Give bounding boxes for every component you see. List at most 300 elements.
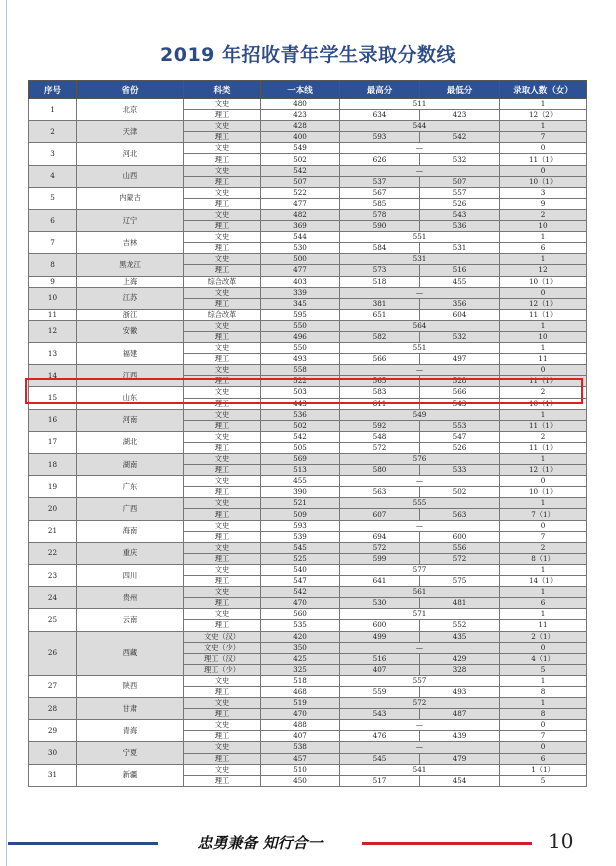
page-number: 10: [548, 829, 574, 853]
cell-max-score: 600: [340, 620, 420, 631]
cell-admitted: 6: [500, 243, 587, 254]
cell-first-tier-line: 522: [261, 187, 340, 198]
cell-min-score: 423: [420, 110, 500, 121]
cell-category: 文史: [184, 564, 261, 575]
cell-category: 文史: [184, 187, 261, 198]
cell-admitted: 6: [500, 598, 587, 609]
cell-category: 文史: [184, 698, 261, 709]
cell-category: 文史: [184, 742, 261, 753]
cell-admitted: 0: [500, 476, 587, 487]
cell-category: 文史: [184, 143, 261, 154]
cell-first-tier-line: 345: [261, 298, 340, 309]
cell-province: 天津: [77, 121, 184, 143]
cell-category: 文史: [184, 121, 261, 132]
cell-min-score: 547: [420, 431, 500, 442]
table-row: [29, 454, 587, 465]
cell-admitted: 10: [500, 221, 587, 232]
cell-min-score: 356: [420, 298, 500, 309]
cell-score-merged: —: [340, 742, 500, 753]
cell-admitted: 1: [500, 698, 587, 709]
cell-admitted: 12: [500, 265, 587, 276]
cell-first-tier-line: 502: [261, 154, 340, 165]
cell-category: 理工: [184, 442, 261, 453]
cell-min-score: 328: [420, 664, 500, 675]
cell-max-score: 565: [340, 376, 420, 387]
cell-first-tier-line: 509: [261, 509, 340, 520]
cell-min-score: 455: [420, 276, 500, 287]
table-row: [29, 698, 587, 709]
cell-province: 安徽: [77, 320, 184, 342]
cell-no: 6: [29, 209, 77, 231]
cell-first-tier-line: 540: [261, 564, 340, 575]
cell-first-tier-line: 542: [261, 165, 340, 176]
cell-score-merged: —: [340, 365, 500, 376]
cell-admitted: 0: [500, 287, 587, 298]
cell-first-tier-line: 560: [261, 609, 340, 620]
cell-no: 28: [29, 698, 77, 720]
cell-category: 理工: [184, 420, 261, 431]
cell-province: 广西: [77, 498, 184, 520]
cell-max-score: 381: [340, 298, 420, 309]
cell-category: 文史: [184, 454, 261, 465]
cell-first-tier-line: 455: [261, 476, 340, 487]
cell-first-tier-line: 325: [261, 664, 340, 675]
table-row: [29, 587, 587, 598]
cell-min-score: 532: [420, 331, 500, 342]
cell-max-score: 651: [340, 309, 420, 320]
cell-first-tier-line: 428: [261, 121, 340, 132]
cell-category: 文史: [184, 320, 261, 331]
cell-category: 文史: [184, 343, 261, 354]
cell-no: 26: [29, 631, 77, 675]
cell-admitted: 12（1）: [500, 465, 587, 476]
cell-score-merged: 551: [340, 232, 500, 243]
cell-category: 文史: [184, 409, 261, 420]
cell-first-tier-line: 502: [261, 420, 340, 431]
cell-category: 文史: [184, 254, 261, 265]
cell-category: 文史（汉）: [184, 631, 261, 642]
cell-first-tier-line: 496: [261, 331, 340, 342]
cell-admitted: 11（1）: [500, 309, 587, 320]
cell-first-tier-line: 539: [261, 531, 340, 542]
cell-max-score: 476: [340, 731, 420, 742]
col-header-first-tier-line: 一本线: [261, 81, 340, 99]
cell-province: 河北: [77, 143, 184, 165]
cell-no: 18: [29, 454, 77, 476]
cell-admitted: 0: [500, 642, 587, 653]
cell-no: 22: [29, 542, 77, 564]
col-header-min-score: 最低分: [420, 81, 500, 99]
table-row: [29, 409, 587, 420]
cell-admitted: 7: [500, 132, 587, 143]
cell-first-tier-line: 423: [261, 110, 340, 121]
cell-max-score: 585: [340, 198, 420, 209]
cell-min-score: 600: [420, 531, 500, 542]
table-row: [29, 365, 587, 376]
cell-province: 陕西: [77, 675, 184, 697]
cell-admitted: 1: [500, 609, 587, 620]
cell-first-tier-line: 470: [261, 598, 340, 609]
cell-no: 24: [29, 587, 77, 609]
cell-province: 山东: [77, 387, 184, 409]
cell-admitted: 1: [500, 587, 587, 598]
cell-score-merged: 564: [340, 320, 500, 331]
cell-min-score: 532: [420, 154, 500, 165]
cell-first-tier-line: 477: [261, 265, 340, 276]
page-left-rule: [6, 0, 7, 866]
cell-first-tier-line: 470: [261, 709, 340, 720]
cell-max-score: 599: [340, 553, 420, 564]
col-header-admitted: 录取人数（女）: [500, 81, 587, 99]
cell-first-tier-line: 545: [261, 542, 340, 553]
cell-first-tier-line: 595: [261, 309, 340, 320]
cell-admitted: 10（1）: [500, 176, 587, 187]
cell-max-score: 559: [340, 686, 420, 697]
cell-no: 14: [29, 365, 77, 387]
cell-category: 文史: [184, 165, 261, 176]
cell-no: 3: [29, 143, 77, 165]
cell-admitted: 1（1）: [500, 764, 587, 775]
cell-category: 理工: [184, 487, 261, 498]
cell-max-score: 634: [340, 110, 420, 121]
cell-category: 理工: [184, 553, 261, 564]
cell-admitted: 1: [500, 121, 587, 132]
cell-admitted: 11（1）: [500, 442, 587, 453]
table-row: [29, 232, 587, 243]
cell-min-score: 435: [420, 631, 500, 642]
table-row: [29, 675, 587, 686]
cell-category: 理工: [184, 243, 261, 254]
cell-no: 5: [29, 187, 77, 209]
cell-score-merged: 511: [340, 99, 500, 110]
cell-first-tier-line: 593: [261, 520, 340, 531]
cell-min-score: 553: [420, 420, 500, 431]
cell-category: 综合改革: [184, 309, 261, 320]
cell-max-score: 548: [340, 431, 420, 442]
cell-max-score: 537: [340, 176, 420, 187]
cell-max-score: 583: [340, 387, 420, 398]
cell-category: 理工: [184, 198, 261, 209]
cell-admitted: 1: [500, 232, 587, 243]
cell-first-tier-line: 507: [261, 176, 340, 187]
cell-admitted: 11（1）: [500, 420, 587, 431]
cell-max-score: 584: [340, 243, 420, 254]
cell-score-merged: —: [340, 642, 500, 653]
cell-admitted: 1: [500, 99, 587, 110]
cell-first-tier-line: 468: [261, 686, 340, 697]
cell-province: 西藏: [77, 631, 184, 675]
cell-min-score: 526: [420, 442, 500, 453]
cell-max-score: 530: [340, 598, 420, 609]
cell-admitted: 14（1）: [500, 576, 587, 587]
table-row: [29, 742, 587, 753]
cell-score-merged: 571: [340, 609, 500, 620]
cell-admitted: 2（1）: [500, 631, 587, 642]
cell-province: 辽宁: [77, 209, 184, 231]
table-row: [29, 498, 587, 509]
cell-no: 19: [29, 476, 77, 498]
cell-first-tier-line: 550: [261, 343, 340, 354]
cell-province: 青海: [77, 720, 184, 742]
cell-first-tier-line: 350: [261, 642, 340, 653]
cell-min-score: 487: [420, 709, 500, 720]
cell-no: 29: [29, 720, 77, 742]
cell-admitted: 10（1）: [500, 487, 587, 498]
cell-admitted: 7: [500, 531, 587, 542]
cell-category: 理工: [184, 176, 261, 187]
cell-first-tier-line: 420: [261, 631, 340, 642]
cell-category: 文史: [184, 498, 261, 509]
cell-province: 云南: [77, 609, 184, 631]
cell-max-score: 694: [340, 531, 420, 542]
cell-min-score: 493: [420, 686, 500, 697]
cell-category: 理工: [184, 331, 261, 342]
cell-first-tier-line: 457: [261, 753, 340, 764]
cell-admitted: 10（1）: [500, 398, 587, 409]
cell-min-score: 542: [420, 132, 500, 143]
cell-no: 1: [29, 99, 77, 121]
cell-min-score: 439: [420, 731, 500, 742]
cell-category: 文史: [184, 520, 261, 531]
cell-admitted: 1: [500, 454, 587, 465]
cell-category: 文史: [184, 287, 261, 298]
cell-first-tier-line: 518: [261, 675, 340, 686]
cell-score-merged: 577: [340, 564, 500, 575]
cell-first-tier-line: 525: [261, 553, 340, 564]
cell-admitted: 12（2）: [500, 110, 587, 121]
cell-first-tier-line: 482: [261, 209, 340, 220]
cell-category: 理工: [184, 465, 261, 476]
cell-max-score: 572: [340, 442, 420, 453]
cell-category: 文史: [184, 387, 261, 398]
cell-admitted: 2: [500, 387, 587, 398]
cell-admitted: 3: [500, 187, 587, 198]
cell-category: 文史: [184, 209, 261, 220]
cell-score-merged: —: [340, 720, 500, 731]
cell-max-score: 407: [340, 664, 420, 675]
cell-category: 理工: [184, 265, 261, 276]
cell-score-merged: 531: [340, 254, 500, 265]
cell-first-tier-line: 513: [261, 465, 340, 476]
cell-category: 文史（少）: [184, 642, 261, 653]
cell-score-merged: 557: [340, 675, 500, 686]
cell-first-tier-line: 339: [261, 287, 340, 298]
cell-admitted: 1: [500, 675, 587, 686]
cell-min-score: 556: [420, 542, 500, 553]
cell-no: 11: [29, 309, 77, 320]
cell-no: 8: [29, 254, 77, 276]
cell-category: 文史: [184, 587, 261, 598]
cell-no: 2: [29, 121, 77, 143]
cell-province: 四川: [77, 564, 184, 586]
table-row: [29, 343, 587, 354]
cell-max-score: 592: [340, 420, 420, 431]
cell-admitted: 8: [500, 709, 587, 720]
cell-min-score: 543: [420, 398, 500, 409]
cell-admitted: 5: [500, 775, 587, 786]
cell-province: 甘肃: [77, 698, 184, 720]
table-row: [29, 609, 587, 620]
cell-category: 文史: [184, 764, 261, 775]
cell-score-merged: 551: [340, 343, 500, 354]
cell-province: 浙江: [77, 309, 184, 320]
score-table: [28, 80, 587, 787]
cell-no: 30: [29, 742, 77, 764]
cell-score-merged: 549: [340, 409, 500, 420]
cell-province: 海南: [77, 520, 184, 542]
cell-min-score: 566: [420, 387, 500, 398]
cell-province: 福建: [77, 343, 184, 365]
cell-admitted: 2: [500, 209, 587, 220]
cell-score-merged: —: [340, 143, 500, 154]
cell-no: 27: [29, 675, 77, 697]
cell-category: 文史: [184, 431, 261, 442]
cell-first-tier-line: 425: [261, 653, 340, 664]
cell-category: 理工（少）: [184, 664, 261, 675]
cell-max-score: 499: [340, 631, 420, 642]
cell-min-score: 502: [420, 487, 500, 498]
cell-category: 文史: [184, 542, 261, 553]
table-row: [29, 520, 587, 531]
cell-category: 文史: [184, 99, 261, 110]
cell-no: 20: [29, 498, 77, 520]
cell-min-score: 479: [420, 753, 500, 764]
cell-admitted: 11: [500, 620, 587, 631]
cell-no: 12: [29, 320, 77, 342]
cell-first-tier-line: 500: [261, 254, 340, 265]
cell-admitted: 0: [500, 365, 587, 376]
cell-no: 4: [29, 165, 77, 187]
cell-max-score: 593: [340, 132, 420, 143]
cell-category: 文史: [184, 365, 261, 376]
table-row: [29, 320, 587, 331]
cell-no: 7: [29, 232, 77, 254]
cell-min-score: 528: [420, 376, 500, 387]
table-row: [29, 564, 587, 575]
cell-province: 宁夏: [77, 742, 184, 764]
cell-min-score: 481: [420, 598, 500, 609]
cell-first-tier-line: 505: [261, 442, 340, 453]
cell-admitted: 10: [500, 331, 587, 342]
cell-first-tier-line: 400: [261, 132, 340, 143]
cell-category: 理工: [184, 731, 261, 742]
cell-no: 25: [29, 609, 77, 631]
cell-admitted: 7: [500, 731, 587, 742]
cell-category: 理工: [184, 686, 261, 697]
table-row: [29, 209, 587, 220]
cell-province: 江苏: [77, 287, 184, 309]
cell-admitted: 0: [500, 143, 587, 154]
cell-category: 文史: [184, 720, 261, 731]
cell-category: 理工: [184, 598, 261, 609]
cell-category: 理工: [184, 376, 261, 387]
cell-first-tier-line: 530: [261, 243, 340, 254]
cell-admitted: 0: [500, 742, 587, 753]
cell-min-score: 543: [420, 209, 500, 220]
cell-first-tier-line: 550: [261, 320, 340, 331]
cell-first-tier-line: 477: [261, 198, 340, 209]
cell-admitted: 8: [500, 686, 587, 697]
cell-min-score: 604: [420, 309, 500, 320]
cell-min-score: 575: [420, 576, 500, 587]
table-row: [29, 165, 587, 176]
cell-first-tier-line: 536: [261, 409, 340, 420]
cell-first-tier-line: 544: [261, 232, 340, 243]
cell-max-score: 518: [340, 276, 420, 287]
cell-min-score: 454: [420, 775, 500, 786]
cell-first-tier-line: 538: [261, 742, 340, 753]
cell-min-score: 507: [420, 176, 500, 187]
cell-score-merged: 576: [340, 454, 500, 465]
cell-admitted: 11: [500, 354, 587, 365]
cell-province: 贵州: [77, 587, 184, 609]
cell-first-tier-line: 480: [261, 99, 340, 110]
table-header-row: [29, 81, 587, 99]
cell-min-score: 516: [420, 265, 500, 276]
cell-first-tier-line: 450: [261, 775, 340, 786]
cell-admitted: 2: [500, 431, 587, 442]
cell-category: 理工: [184, 398, 261, 409]
table-row: [29, 631, 587, 642]
col-header-province: 省份: [77, 81, 184, 99]
cell-province: 黑龙江: [77, 254, 184, 276]
col-header-no: 序号: [29, 81, 77, 99]
cell-admitted: 1: [500, 254, 587, 265]
cell-score-merged: 561: [340, 587, 500, 598]
cell-province: 上海: [77, 276, 184, 287]
table-row: [29, 387, 587, 398]
cell-province: 重庆: [77, 542, 184, 564]
cell-no: 21: [29, 520, 77, 542]
page-title: 2019 年招收青年学生录取分数线: [160, 44, 456, 66]
cell-province: 山西: [77, 165, 184, 187]
cell-category: 文史: [184, 476, 261, 487]
cell-first-tier-line: 493: [261, 354, 340, 365]
cell-first-tier-line: 522: [261, 376, 340, 387]
cell-first-tier-line: 535: [261, 620, 340, 631]
cell-first-tier-line: 403: [261, 276, 340, 287]
cell-first-tier-line: 569: [261, 454, 340, 465]
cell-province: 新疆: [77, 764, 184, 786]
cell-no: 10: [29, 287, 77, 309]
cell-province: 北京: [77, 99, 184, 121]
cell-score-merged: 541: [340, 764, 500, 775]
cell-admitted: 1: [500, 498, 587, 509]
table-row: [29, 143, 587, 154]
table-row: [29, 287, 587, 298]
cell-admitted: 9: [500, 198, 587, 209]
cell-province: 广东: [77, 476, 184, 498]
cell-score-merged: —: [340, 165, 500, 176]
cell-category: 文史: [184, 232, 261, 243]
cell-admitted: 0: [500, 520, 587, 531]
footer-rule-left: [8, 842, 158, 845]
cell-category: 理工: [184, 753, 261, 764]
cell-province: 吉林: [77, 232, 184, 254]
cell-no: 16: [29, 409, 77, 431]
cell-category: 理工: [184, 620, 261, 631]
cell-category: 文史: [184, 675, 261, 686]
cell-first-tier-line: 407: [261, 731, 340, 742]
cell-score-merged: —: [340, 520, 500, 531]
cell-min-score: 563: [420, 509, 500, 520]
cell-max-score: 543: [340, 709, 420, 720]
cell-max-score: 545: [340, 753, 420, 764]
cell-province: 内蒙古: [77, 187, 184, 209]
cell-max-score: 626: [340, 154, 420, 165]
table-row: [29, 431, 587, 442]
cell-first-tier-line: 369: [261, 221, 340, 232]
